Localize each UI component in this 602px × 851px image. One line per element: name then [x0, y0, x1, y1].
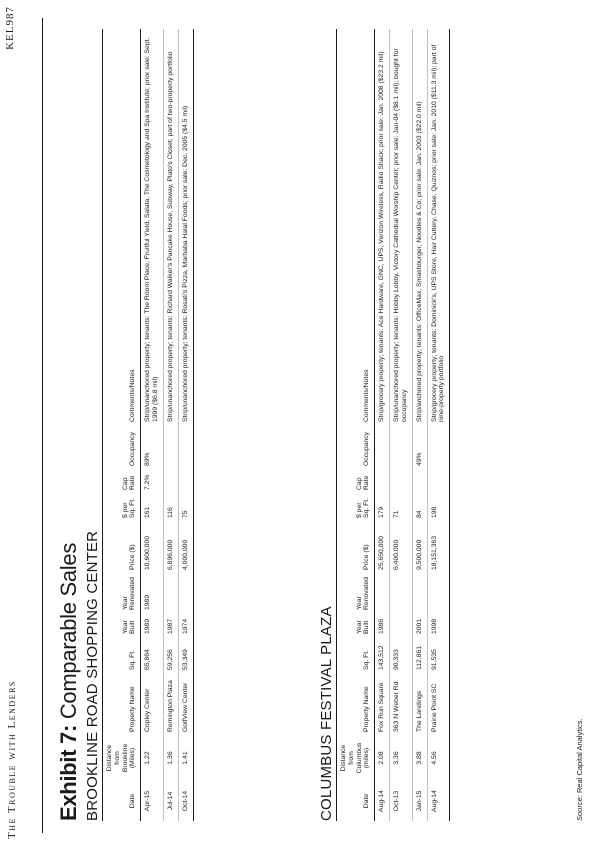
column-header: Price ($) [337, 521, 375, 573]
table-cell: Copley Center [141, 673, 164, 735]
table-cell [390, 469, 413, 493]
table-cell: 90,333 [390, 637, 413, 673]
column-header: Price ($) [103, 521, 141, 573]
table-cell [375, 573, 390, 613]
table-cell: Apr-15 [141, 781, 164, 821]
table-cell [163, 469, 178, 493]
column-header: Occupancy [103, 425, 141, 469]
table-header-row [337, 29, 375, 821]
table-cell: Strip/unanchored property; tenants: Richard Walker's Pancake House, Subway, Plato's Closet; part of two-property portfolio [163, 29, 178, 425]
column-header: Cap Rate [103, 469, 141, 493]
table-cell: 59,256 [163, 637, 178, 673]
table-cell: 6,400,000 [390, 521, 413, 573]
table-cell [375, 469, 390, 493]
table-cell [427, 573, 450, 613]
table-cell [163, 573, 178, 613]
table-cell: 198 [427, 493, 450, 521]
table-cell: 2001 [412, 613, 427, 637]
table-cell [178, 573, 193, 613]
table-cell [412, 573, 427, 613]
table-cell [163, 425, 178, 469]
table-cell: 363 N Weber Rd [390, 673, 413, 735]
table-cell: 65,864 [141, 637, 164, 673]
table-cell: 89% [141, 425, 164, 469]
table-cell [390, 573, 413, 613]
table-cell [427, 425, 450, 469]
table-cell: Strip/grocery property; tenants: Dominick's, UPS Store, Hair Cuttery, Chase, Quiznos; prior sale: Jan. 2010 ($11.3 mil); part of nine-property portfolio [427, 29, 450, 425]
table-cell [412, 469, 427, 493]
table-cell [178, 469, 193, 493]
exhibit-name: Comparable Sales [56, 542, 81, 720]
table-cell: 1974 [178, 613, 193, 637]
column-header: Year Renovated [103, 573, 141, 613]
comparable-sales-table [337, 29, 450, 821]
table-cell: 6,896,000 [163, 521, 178, 573]
table-cell: Oct-13 [390, 781, 413, 821]
table-cell: 179 [375, 493, 390, 521]
table-cell [178, 425, 193, 469]
exhibit-label: Exhibit 7: [56, 724, 81, 821]
table-cell: 112,861 [412, 637, 427, 673]
table-cell: 2.08 [375, 735, 390, 781]
table-cell: GolfView Center [178, 673, 193, 735]
table-cell: 53,349 [178, 637, 193, 673]
page-number: KEL987 [4, 6, 16, 50]
column-header: Year Built [103, 613, 141, 637]
table-cell: 4.56 [427, 735, 450, 781]
column-header: Date [337, 781, 375, 821]
table-cell: Remington Plaza [163, 673, 178, 735]
table-cell: 1989 [141, 573, 164, 613]
table-cell: 161 [141, 493, 164, 521]
source-label: Source: [575, 795, 584, 821]
table-cell: 1.22 [141, 735, 164, 781]
table-cell: Oct-14 [178, 781, 193, 821]
source-text: Real Capital Analytics. [575, 718, 584, 796]
table-cell: 143,512 [375, 637, 390, 673]
exhibit-title [56, 543, 82, 821]
column-header: Distance from Brookline (Miles) [103, 735, 141, 781]
section-columbus [318, 29, 450, 821]
table-cell: 25,650,000 [375, 521, 390, 573]
table-cell [390, 613, 413, 637]
table-cell: 71 [390, 493, 413, 521]
column-header: Year Renovated [337, 573, 375, 613]
running-head: The Trouble with Lenders [6, 680, 18, 839]
comparable-sales-table [103, 29, 194, 821]
column-header: Occupancy [337, 425, 375, 469]
table-cell: 4,000,000 [178, 521, 193, 573]
header-rule [42, 18, 43, 833]
table-cell: 3.88 [412, 735, 427, 781]
table-cell: 9,500,000 [412, 521, 427, 573]
section-brookline [84, 29, 194, 821]
section-title: COLUMBUS FESTIVAL PLAZA [318, 29, 337, 821]
table-cell: Strip/grocery property; tenants: Ace Hardware, GNC, UPS, Verizon Wireless, Radio Shack; prior sale: Jan. 2008 ($23.2 mil) [375, 29, 390, 425]
table-cell: 116 [163, 493, 178, 521]
table-cell: Strip/unanchored property; tenants: Rosati's Pizza, Marhaba Halal Foods; prior sale: Dec. 2005 ($4.5 mil) [178, 29, 193, 425]
table-cell: 91,535 [427, 637, 450, 673]
table-cell: 1987 [163, 613, 178, 637]
table-cell: The Landings [412, 673, 427, 735]
column-header: Sq. Ft. [337, 637, 375, 673]
column-header: $ per Sq. Ft. [103, 493, 141, 521]
table-cell: Strip/anchored property; tenants: OfficeMax, Smashburger, Noodles & Co; prior sale: Jan. 2003 ($22.0 mil) [412, 29, 427, 425]
table-cell: Aug-14 [375, 781, 390, 821]
table-cell [390, 425, 413, 469]
table-cell: 1.36 [163, 735, 178, 781]
source-note [575, 718, 584, 821]
table-row [141, 29, 164, 821]
table-row [427, 29, 450, 821]
table-cell [375, 425, 390, 469]
column-header: Cap Rate [337, 469, 375, 493]
table-cell: Jul-14 [163, 781, 178, 821]
table-cell: 18,151,363 [427, 521, 450, 573]
table-row [178, 29, 193, 821]
table-cell: 1986 [375, 613, 390, 637]
table-cell: Prairie Point SC [427, 673, 450, 735]
column-header: $ per Sq. Ft. [337, 493, 375, 521]
table-row [163, 29, 178, 821]
column-header: Comments/Notes [103, 29, 141, 425]
table-cell: Strip/unanchored property; tenants: The Room Place, Fruitful Yield, Salata, The Cosmetology and Spa Institute; prior sale: Sept. 1999 ($6.8 mil) [141, 29, 164, 425]
table-cell: 1.41 [178, 735, 193, 781]
table-cell: 1989 [141, 613, 164, 637]
column-header: Sq. Ft. [103, 637, 141, 673]
table-cell: 84 [412, 493, 427, 521]
table-cell: Strip/unanchored property; tenants: Hobby Lobby, Victory Cathedral Worship Center; prior sale: Jan-04 ($8.1 mil); bought for occupancy [390, 29, 413, 425]
table-cell: 49% [412, 425, 427, 469]
table-header-row [103, 29, 141, 821]
table-cell [427, 469, 450, 493]
column-header: Distance from Columbus (miles) [337, 735, 375, 781]
section-title: BROOKLINE ROAD SHOPPING CENTER [84, 29, 103, 821]
table-cell: 1998 [427, 613, 450, 637]
column-header: Property Name [103, 673, 141, 735]
column-header: Year Built [337, 613, 375, 637]
table-row [412, 29, 427, 821]
table-cell: 7.2% [141, 469, 164, 493]
column-header: Date [103, 781, 141, 821]
column-header: Property Name [337, 673, 375, 735]
column-header: Comments/Notes [337, 29, 375, 425]
table-cell: Fox Run Square [375, 673, 390, 735]
table-row [390, 29, 413, 821]
table-row [375, 29, 390, 821]
table-cell: Aug-14 [427, 781, 450, 821]
table-cell: 10,600,000 [141, 521, 164, 573]
table-cell: Jan-15 [412, 781, 427, 821]
table-cell: 3.36 [390, 735, 413, 781]
table-cell: 75 [178, 493, 193, 521]
